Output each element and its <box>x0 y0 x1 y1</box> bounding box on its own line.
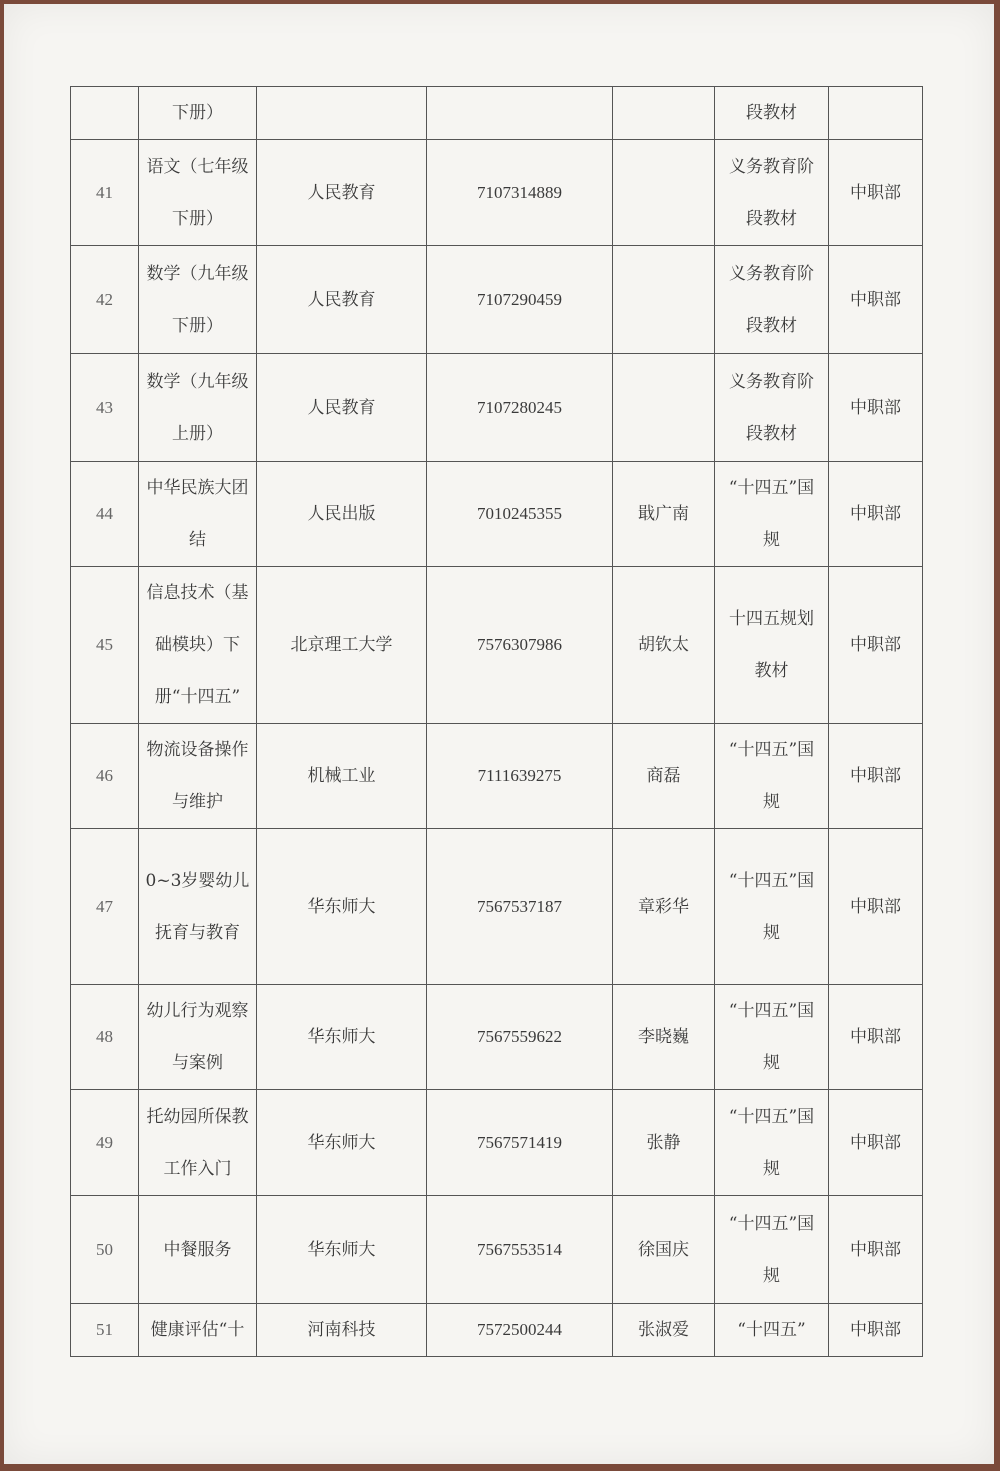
author-cell: 章彩华 <box>613 829 715 985</box>
row-number-cell <box>71 87 139 140</box>
table-row <box>71 1196 923 1304</box>
category-cell: 义务教育阶段教材 <box>715 354 829 462</box>
publisher-cell: 人民教育 <box>257 354 427 462</box>
table-row <box>71 1304 923 1357</box>
publisher-cell: 人民教育 <box>257 246 427 354</box>
row-number-cell: 47 <box>71 829 139 985</box>
table-row <box>71 140 923 246</box>
table-row <box>71 246 923 354</box>
category-cell: “十四五”国规 <box>715 1090 829 1196</box>
department-cell: 中职部 <box>829 567 923 724</box>
publisher-cell: 人民教育 <box>257 140 427 246</box>
category-cell: “十四五”国规 <box>715 829 829 985</box>
isbn-cell: 7107280245 <box>427 354 613 462</box>
scanned-page <box>4 4 994 1464</box>
isbn-cell: 7567553514 <box>427 1196 613 1304</box>
author-cell <box>613 246 715 354</box>
table-row <box>71 985 923 1090</box>
row-number-cell: 42 <box>71 246 139 354</box>
department-cell: 中职部 <box>829 354 923 462</box>
department-cell: 中职部 <box>829 246 923 354</box>
textbook-name-cell: 信息技术（基础模块）下册“十四五” <box>139 567 257 724</box>
department-cell: 中职部 <box>829 724 923 829</box>
category-cell: 义务教育阶段教材 <box>715 246 829 354</box>
table-row <box>71 87 923 140</box>
table-row <box>71 462 923 567</box>
textbook-name-cell: 数学（九年级上册） <box>139 354 257 462</box>
textbook-name-cell: 下册） <box>139 87 257 140</box>
isbn-cell <box>427 87 613 140</box>
isbn-cell: 7567571419 <box>427 1090 613 1196</box>
author-cell <box>613 354 715 462</box>
row-number-cell: 44 <box>71 462 139 567</box>
department-cell: 中职部 <box>829 1090 923 1196</box>
isbn-cell: 7010245355 <box>427 462 613 567</box>
textbook-name-cell: 数学（九年级下册） <box>139 246 257 354</box>
table-row <box>71 354 923 462</box>
textbook-name-cell: 物流设备操作与维护 <box>139 724 257 829</box>
author-cell: 商磊 <box>613 724 715 829</box>
department-cell <box>829 87 923 140</box>
category-cell: “十四五”国规 <box>715 1196 829 1304</box>
publisher-cell: 北京理工大学 <box>257 567 427 724</box>
author-cell <box>613 140 715 246</box>
row-number-cell: 43 <box>71 354 139 462</box>
publisher-cell: 华东师大 <box>257 985 427 1090</box>
textbook-name-cell: 中华民族大团结 <box>139 462 257 567</box>
department-cell: 中职部 <box>829 829 923 985</box>
table-row <box>71 724 923 829</box>
table-row <box>71 1090 923 1196</box>
author-cell: 戢广南 <box>613 462 715 567</box>
isbn-cell: 7107314889 <box>427 140 613 246</box>
row-number-cell: 50 <box>71 1196 139 1304</box>
row-number-cell: 49 <box>71 1090 139 1196</box>
category-cell: 十四五规划教材 <box>715 567 829 724</box>
publisher-cell: 华东师大 <box>257 829 427 985</box>
publisher-cell: 河南科技 <box>257 1304 427 1357</box>
textbook-name-cell: 中餐服务 <box>139 1196 257 1304</box>
department-cell: 中职部 <box>829 985 923 1090</box>
row-number-cell: 45 <box>71 567 139 724</box>
publisher-cell: 华东师大 <box>257 1090 427 1196</box>
publisher-cell: 机械工业 <box>257 724 427 829</box>
textbook-name-cell: 语文（七年级下册） <box>139 140 257 246</box>
table-body <box>71 87 923 1357</box>
table-row <box>71 567 923 724</box>
author-cell: 张淑爱 <box>613 1304 715 1357</box>
isbn-cell: 7567537187 <box>427 829 613 985</box>
row-number-cell: 46 <box>71 724 139 829</box>
textbook-table <box>70 86 923 1357</box>
textbook-name-cell: 幼儿行为观察与案例 <box>139 985 257 1090</box>
publisher-cell: 人民出版 <box>257 462 427 567</box>
category-cell: “十四五” <box>715 1304 829 1357</box>
isbn-cell: 7567559622 <box>427 985 613 1090</box>
department-cell: 中职部 <box>829 1196 923 1304</box>
publisher-cell <box>257 87 427 140</box>
category-cell: “十四五”国规 <box>715 985 829 1090</box>
author-cell: 徐国庆 <box>613 1196 715 1304</box>
textbook-name-cell: 健康评估“十 <box>139 1304 257 1357</box>
table-row <box>71 829 923 985</box>
department-cell: 中职部 <box>829 140 923 246</box>
textbook-name-cell: 托幼园所保教工作入门 <box>139 1090 257 1196</box>
textbook-name-cell: 0~3岁婴幼儿抚育与教育 <box>139 829 257 985</box>
row-number-cell: 51 <box>71 1304 139 1357</box>
department-cell: 中职部 <box>829 1304 923 1357</box>
category-cell: 段教材 <box>715 87 829 140</box>
department-cell: 中职部 <box>829 462 923 567</box>
isbn-cell: 7576307986 <box>427 567 613 724</box>
category-cell: “十四五”国规 <box>715 462 829 567</box>
row-number-cell: 41 <box>71 140 139 246</box>
isbn-cell: 7572500244 <box>427 1304 613 1357</box>
category-cell: 义务教育阶段教材 <box>715 140 829 246</box>
publisher-cell: 华东师大 <box>257 1196 427 1304</box>
author-cell: 胡钦太 <box>613 567 715 724</box>
author-cell: 张静 <box>613 1090 715 1196</box>
isbn-cell: 7111639275 <box>427 724 613 829</box>
author-cell <box>613 87 715 140</box>
row-number-cell: 48 <box>71 985 139 1090</box>
isbn-cell: 7107290459 <box>427 246 613 354</box>
category-cell: “十四五”国规 <box>715 724 829 829</box>
author-cell: 李晓巍 <box>613 985 715 1090</box>
